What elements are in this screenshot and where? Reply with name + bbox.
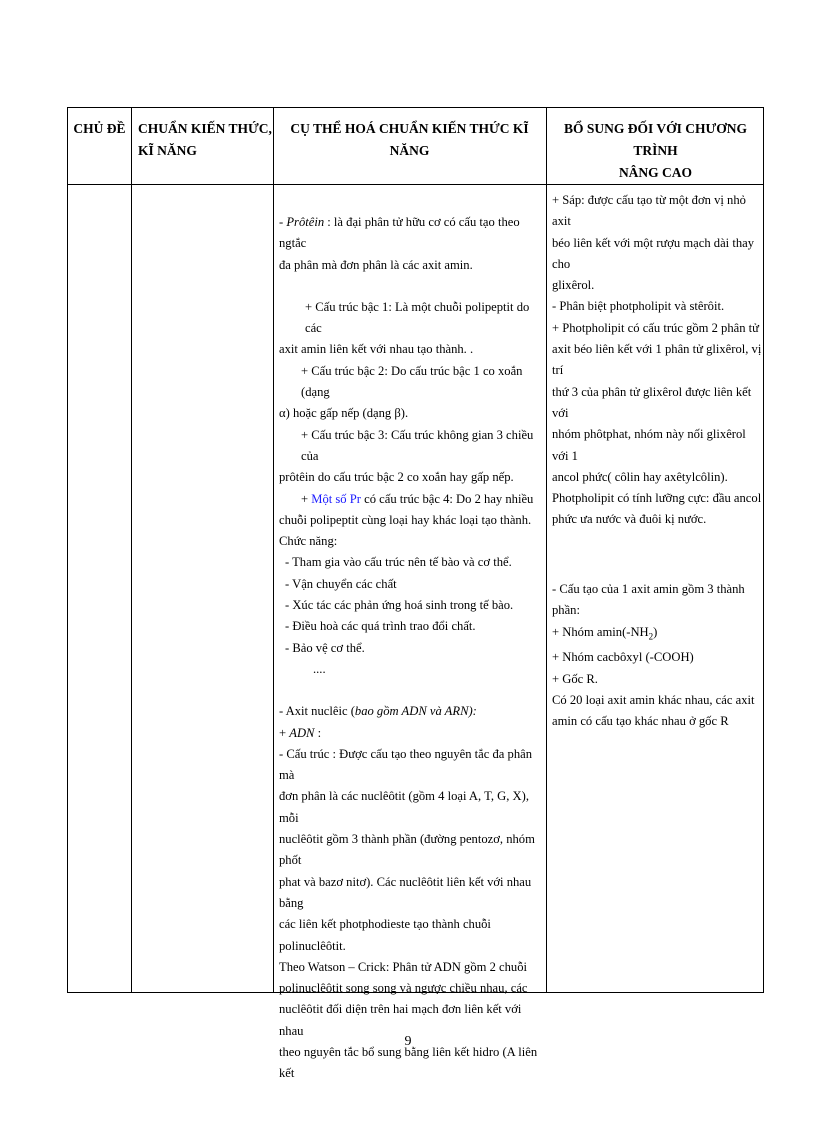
function-title: Chức năng: [279, 534, 338, 549]
function-item: - Bảo vệ cơ thể. [285, 640, 365, 655]
header-divider [68, 184, 763, 185]
structure-level-2: + Cấu trúc bậc 2: Do cấu trúc bậc 1 co xoắn (dạng [301, 363, 523, 400]
adn-line: đơn phân là các nuclêôtit (gồm 4 loại A, T, G, X), mỗi [279, 789, 529, 825]
advanced-cell [552, 190, 762, 531]
function-item: - Tham gia vào cấu trúc nên tế bào và cơ thể. [285, 555, 512, 570]
header-specifics: CỤ THỂ HOÁ CHUẨN KIẾN THỨC KĨ NĂNG [290, 121, 529, 158]
amino-line: Có 20 loại axit amin khác nhau, các axit [552, 693, 755, 707]
nucleic-acid-title: - Axit nuclêic (bao gồm ADN và ARN): [279, 704, 477, 719]
adn-line: Theo Watson – Crick: Phân tử ADN gồm 2 chuỗi [279, 959, 527, 974]
amino-line: - Cấu tạo của 1 axit amin gồm 3 thành phần: [552, 582, 745, 618]
amino-line: + Nhóm cacbôxyl (-COOH) [552, 650, 694, 665]
column-divider [546, 108, 547, 992]
structure-level-4: + Một số Pr có cấu trúc bậc 4: Do 2 hay nhiều [301, 491, 534, 506]
adn-line: các liên kết photphodieste tạo thành chuỗi polinuclêôtit. [279, 917, 491, 953]
lipid-line: axit béo liên kết với 1 phân tử glixêrol, vị trí [552, 342, 762, 378]
curriculum-table [67, 107, 764, 1081]
adn-line: polinuclêôtit song song và ngược chiều nhau, các [279, 981, 528, 996]
lipid-line: béo liên kết với một rượu mạch dài thay cho [552, 235, 755, 271]
lipid-line: glixêrol. [552, 278, 595, 293]
structure-level-4-cont: chuỗi polipeptit cùng loại hay khác loại tạo thành. [279, 512, 532, 527]
column-divider [131, 108, 132, 992]
structure-level-3: + Cấu trúc bậc 3: Cấu trúc không gian 3 chiều của [301, 427, 534, 463]
header-topic: CHỦ ĐỀ [73, 121, 126, 136]
protein-intro-2: đa phân mà đơn phân là các axit amin. [279, 257, 473, 272]
protein-intro: - Prôtêin : là đại phân tử hữu cơ có cấu tạo theo ngtắc [279, 215, 520, 251]
lipid-line: thứ 3 của phân tử glixêrol được liên kết với [552, 384, 752, 420]
function-item: - Vận chuyển các chất [285, 576, 397, 591]
structure-level-2-cont: α) hoặc gấp nếp (dạng β). [279, 406, 409, 421]
specifics-cell [279, 212, 541, 1085]
ellipsis: .... [313, 661, 326, 676]
lipid-line: + Photpholipit có cấu trúc gồm 2 phân tử [552, 320, 760, 335]
lipid-line: + Sáp: được cấu tạo từ một đơn vị nhỏ axit [552, 193, 746, 229]
header-standard: CHUẨN KIẾN THỨC, KĨ NĂNG [138, 121, 272, 158]
amino-line: amin có cấu tạo khác nhau ở gốc R [552, 714, 729, 729]
amino-line: + Gốc R. [552, 671, 598, 686]
adn-line: - Cấu trúc : Được cấu tạo theo nguyên tắc đa phân mà [279, 746, 533, 783]
function-item: - Xúc tác các phản ứng hoá sinh trong tế bào. [285, 598, 514, 613]
column-divider [273, 108, 274, 992]
adn-line: nuclêôtit gồm 3 thành phần (đường pentozơ, nhóm phốt [279, 832, 535, 868]
page-number: 9 [404, 1034, 412, 1049]
function-item: - Điều hoà các quá trình trao đổi chất. [285, 619, 476, 634]
structure-level-1-cont: axit amin liên kết với nhau tạo thành. . [279, 342, 474, 357]
some-pr-link[interactable]: Một số Pr [311, 491, 361, 506]
amino-acid-cell [552, 579, 762, 733]
adn-line: phat và bazơ nitơ). Các nuclêôtit liên kết với nhau bằng [279, 874, 532, 910]
adn-title: + ADN : [279, 725, 322, 740]
lipid-line: phức ưa nước và đuôi kị nước. [552, 512, 707, 527]
adn-line: nuclêôtit đối diện trên hai mạch đơn liên kết với nhau [279, 1002, 522, 1038]
amino-line: + Nhóm $amin(-NH_2)$ [552, 624, 658, 642]
header-advanced: BỔ SUNG ĐỐI VỚI CHƯƠNG TRÌNH NÂNG CAO [563, 121, 748, 180]
structure-level-1: + Cấu trúc bậc 1: Là một chuỗi polipeptit do các [305, 299, 530, 336]
structure-level-3-cont: prôtêin do cấu trúc bậc 2 co xoắn hay gấp nếp. [279, 470, 514, 485]
lipid-line: Photpholipit có tính lưỡng cực: đầu ancol [552, 491, 762, 506]
lipid-line: nhóm phôtphat, nhóm này nối glixêrol với 1 [552, 427, 746, 463]
adn-line: theo nguyên tắc bổ sung bằng liên kết hidro (A liên kết [279, 1044, 538, 1081]
lipid-line: ancol phức( côlin hay axêtylcôlin). [552, 469, 728, 484]
lipid-line: - Phân biệt photpholipit và stêrôit. [552, 299, 725, 314]
